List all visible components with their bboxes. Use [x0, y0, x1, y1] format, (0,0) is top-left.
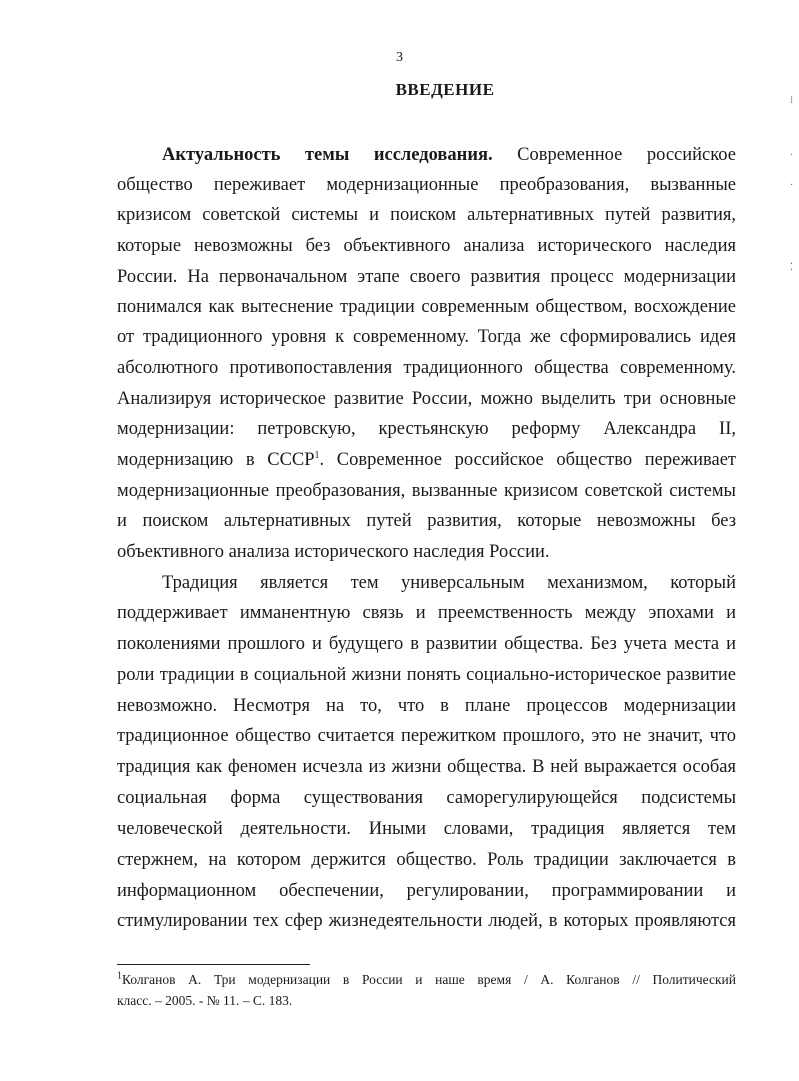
text-line: кризисом советской системы и поиском альтернативных путей развития,	[117, 205, 736, 225]
scan-margin-mark: ⁚	[790, 262, 794, 273]
text-line: поддерживает имманентную связь и преемственность между эпохами и	[117, 603, 736, 623]
page-number: 3	[396, 50, 403, 65]
text-fragment: модернизацию в СССР	[117, 450, 315, 470]
footnote-marker: 1	[117, 970, 122, 982]
text-line: поколениями прошлого и будущего в развитии общества. Без учета места и	[117, 634, 736, 654]
text-line: модернизации: петровскую, крестьянскую реформу Александра II,	[117, 419, 736, 439]
scan-margin-mark: ·	[790, 150, 794, 161]
text-line: человеческой деятельности. Иными словами, традиция является тем	[117, 819, 736, 839]
text-fragment: . Современное российское общество переживает	[319, 450, 737, 470]
footnote-separator	[117, 964, 310, 965]
text-line: традиционное общество считается пережитком прошлого, это не значит, что	[117, 726, 736, 746]
text-line: информационном обеспечении, регулировании, программировании и	[117, 881, 736, 901]
footnote-line: класс. – 2005. - № 11. – С. 183.	[117, 993, 293, 1008]
text-line: объективного анализа исторического наследия России.	[117, 542, 550, 562]
text-line: модернизационные преобразования, вызванные кризисом советской системы	[117, 481, 736, 501]
text-line: роли традиции в социальной жизни понять социально-историческое развитие	[117, 665, 736, 685]
text-line: Анализируя историческое развитие России, можно выделить три основные	[117, 389, 736, 409]
text-line: стимулировании тех сфер жизнедеятельности людей, в которых проявляются	[117, 911, 736, 931]
text-line: России. На первоначальном этапе своего развития процесс модернизации	[117, 267, 736, 287]
footnote-line	[117, 970, 736, 990]
footnote-ref: 1	[314, 449, 320, 461]
text-line: и поиском альтернативных путей развития, которые невозможны без	[117, 511, 736, 531]
text-line: абсолютного противопоставления традиционного общества современному.	[117, 358, 736, 378]
text-line: которые невозможны без объективного анализа исторического наследия	[117, 236, 736, 256]
scan-margin-mark: ⁝	[790, 95, 794, 106]
text-fragment: Современное российское	[492, 145, 736, 165]
text-line	[117, 445, 736, 475]
text-line: понимался как вытеснение традиции современным обществом, восхождение	[117, 297, 736, 317]
text-line: невозможно. Несмотря на то, что в плане процессов модернизации	[117, 696, 736, 716]
text-line: традиция как феномен исчезла из жизни общества. В ней выражается особая	[117, 757, 736, 777]
bold-lead: Актуальность темы исследования.	[162, 145, 493, 165]
text-line: Традиция является тем универсальным механизмом, который	[162, 573, 736, 593]
page-title: ВВЕДЕНИЕ	[395, 80, 495, 99]
text-line: социальная форма существования саморегулирующейся подсистемы	[117, 788, 736, 808]
text-line: стержнем, на котором держится общество. Роль традиции заключается в	[117, 850, 736, 870]
scan-margin-mark: ·	[790, 180, 794, 191]
footnote-text: Колганов А. Три модернизации в России и наше время / А. Колганов // Политический	[122, 972, 736, 987]
text-line	[162, 140, 736, 170]
text-line: общество переживает модернизационные преобразования, вызванные	[117, 175, 736, 195]
text-line: от традиционного уровня к современному. Тогда же сформировались идея	[117, 327, 736, 347]
